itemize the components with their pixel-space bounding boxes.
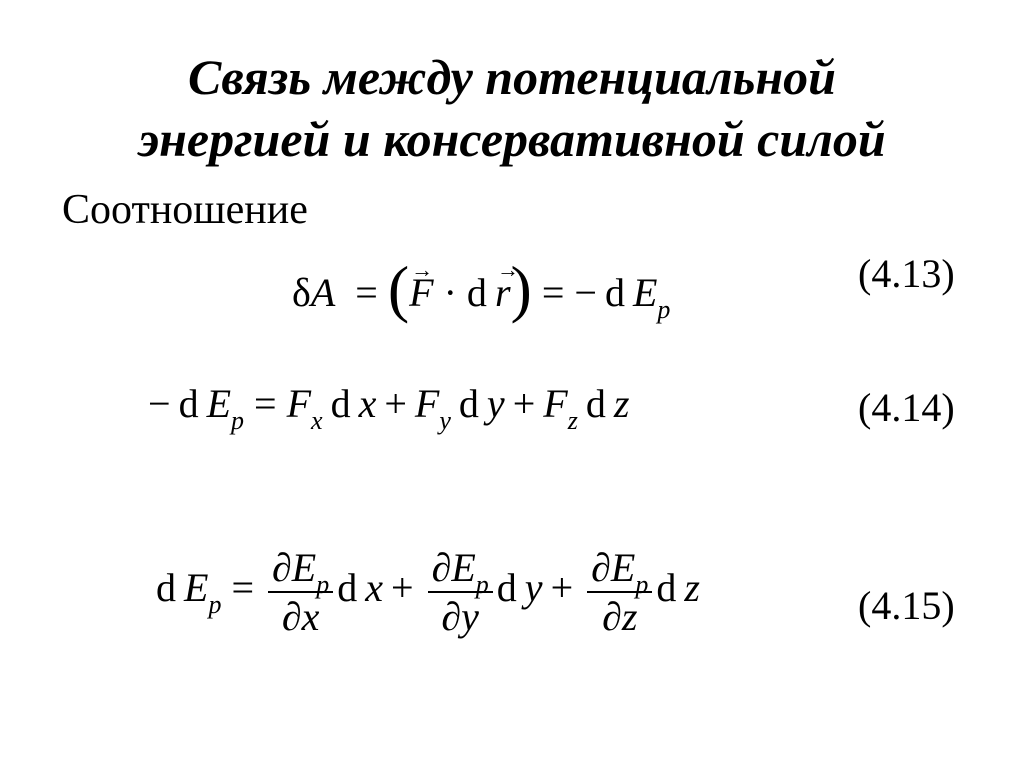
equation-4-13: δA = (F → · d r →) = − d $E_p$ bbox=[292, 248, 670, 322]
fraction-dEp-dy: $\frac{\partial E_p}{\partial y}$ bbox=[428, 544, 493, 640]
equation-4-15: d $E_p$ = $\frac{\partial E_p}{\partial x}$ d x + $\frac{\partial E_p}{\partial y}$ d y + $\frac{\partial E_p}{\partial z}$ d z bbox=[156, 545, 700, 639]
slide-title bbox=[0, 46, 1024, 170]
title-line-1: Связь между потенциальной bbox=[188, 49, 836, 105]
equation-4-14: − d $E_p = F_x$ d $x + F_y$ d $y + F_z$ d z bbox=[148, 381, 630, 435]
fraction-dEp-dz: $\frac{\partial E_p}{\partial z}$ bbox=[587, 544, 652, 640]
intro-text: Соотношение bbox=[62, 187, 308, 233]
equation-number-4-15: (4.15) bbox=[858, 583, 955, 628]
equation-number-4-14: (4.14) bbox=[858, 385, 955, 430]
equation-number-4-13: (4.13) bbox=[858, 251, 955, 296]
title-line-2: энергией и консервативной силой bbox=[138, 111, 886, 167]
fraction-dEp-dx: $\frac{\partial E_p}{\partial x}$ bbox=[268, 544, 333, 640]
